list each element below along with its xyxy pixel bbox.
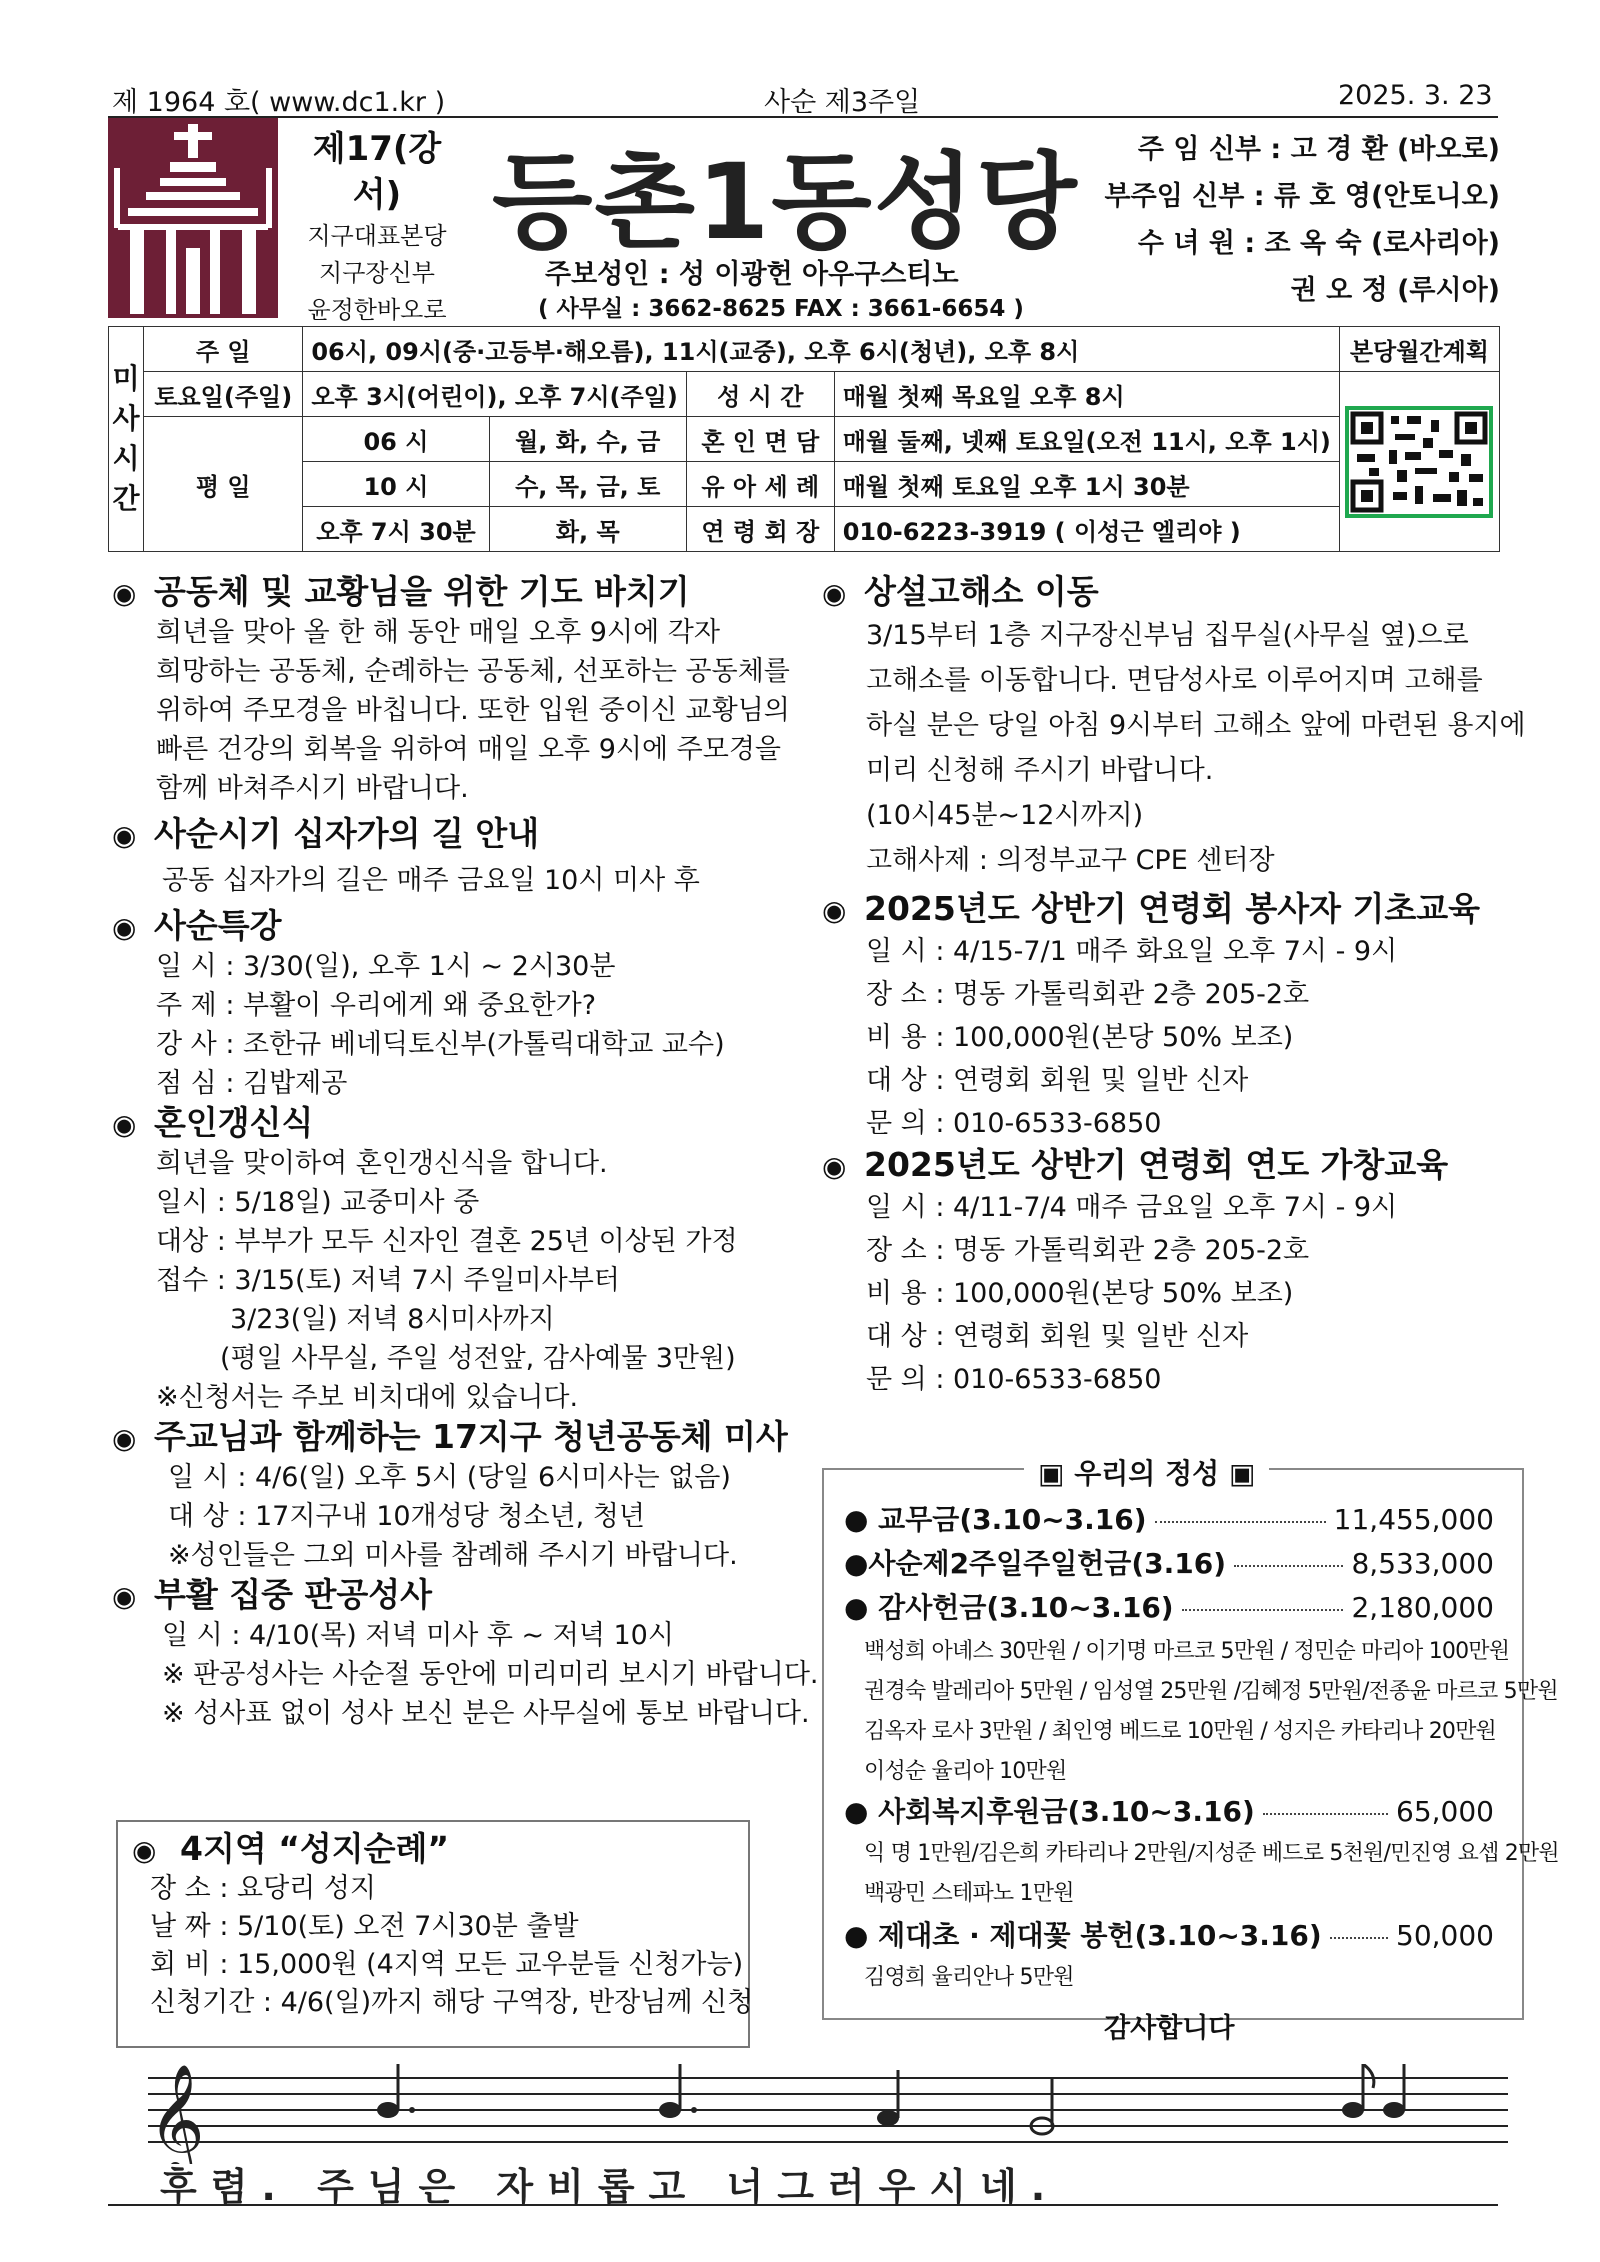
offering-title: ▣ 우리의 정성 ▣ bbox=[1024, 1452, 1269, 1492]
section-heading bbox=[822, 1145, 1502, 1186]
section-heading bbox=[132, 1830, 734, 1870]
district-priest-name: 윤정한바오로 bbox=[307, 296, 447, 324]
text-line: 미리 신청해 주시기 바랍니다. bbox=[866, 755, 1214, 786]
text-line: 대 상 : 연령회 회원 및 일반 신자 bbox=[866, 1065, 1249, 1096]
text-line: 신청기간 : 4/6(일)까지 해당 구역장, 반장님께 신청 bbox=[150, 1987, 754, 2018]
offering-box bbox=[822, 1468, 1559, 2020]
weekday-time: 오후 7시 30분 bbox=[303, 507, 489, 552]
offering-label: ● 감사헌금(3.10~3.16) bbox=[844, 1591, 1174, 1624]
offering-item bbox=[844, 1790, 1494, 1830]
offering-amount: 2,180,000 bbox=[1351, 1591, 1494, 1624]
monthly-plan-label: 본당월간계획 bbox=[1339, 327, 1499, 372]
offering-label: ● 제대초 · 제대꽃 봉헌(3.10~3.16) bbox=[844, 1919, 1322, 1952]
sister-2: 권 오 정 (루시아) bbox=[1290, 275, 1500, 306]
sister-1: 수 녀 원 : 조 옥 숙 (로사리아) bbox=[1137, 228, 1500, 259]
text-line: 대 상 : 연령회 회원 및 일반 신자 bbox=[866, 1321, 1249, 1352]
bullet-icon: ◉ bbox=[822, 1150, 847, 1183]
treble-clef-icon: 𝄞 bbox=[148, 2064, 205, 2164]
donor-note: 이성순 율리아 10만원 bbox=[864, 1759, 1067, 1784]
weekday-time: 06 시 bbox=[303, 417, 489, 462]
offering-amount: 65,000 bbox=[1396, 1795, 1494, 1828]
text-line: 대 상 : 17지구내 10개성당 청소년, 청년 bbox=[168, 1501, 645, 1532]
event-label: 연 령 회 장 bbox=[686, 507, 834, 552]
offering-label: ● 교무금(3.10~3.16) bbox=[844, 1503, 1147, 1536]
text-line: 희망하는 공동체, 순례하는 공동체, 선포하는 공동체를 bbox=[156, 656, 790, 687]
text-line: ※신청서는 주보 비치대에 있습니다. bbox=[156, 1382, 579, 1413]
event-label: 유 아 세 례 bbox=[686, 462, 834, 507]
text-line: 일 시 : 4/10(목) 저녁 미사 후 ~ 저녁 10시 bbox=[162, 1620, 674, 1651]
donor-note: 권경숙 발레리아 5만원 / 임성열 25만원 /김혜정 5만원/전종윤 마르코 5만원 bbox=[864, 1679, 1558, 1704]
text-line: (10시45분~12시까지) bbox=[866, 800, 1144, 831]
text-line: ※ 성사표 없이 성사 보신 분은 사무실에 통보 바랍니다. bbox=[162, 1698, 810, 1729]
text-line: 대상 : 부부가 모두 신자인 결혼 25년 이상된 가정 bbox=[156, 1226, 738, 1257]
section-heading bbox=[112, 906, 802, 947]
issue-number: 제 1964 호( www.dc1.kr ) bbox=[112, 87, 446, 118]
donor-note: 백성희 아녜스 30만원 / 이기명 마르코 5만원 / 정민순 마리아 100만원 bbox=[864, 1639, 1510, 1664]
text-line: 일 시 : 3/30(일), 오후 1시 ~ 2시30분 bbox=[156, 951, 616, 982]
bullet-icon: ◉ bbox=[132, 1834, 157, 1867]
section-heading bbox=[112, 814, 802, 855]
patron-saint: 주보성인 : 성 이광헌 아우구스티노 bbox=[545, 259, 959, 290]
right-column bbox=[822, 572, 1526, 1401]
text-line: 회 비 : 15,000원 (4지역 모든 교우분들 신청가능) bbox=[150, 1949, 744, 1980]
offering-label: ● 사회복지후원금(3.10~3.16) bbox=[844, 1795, 1255, 1828]
offering-label: ●사순제2주일주일헌금(3.16) bbox=[844, 1547, 1227, 1580]
bullet-icon: ◉ bbox=[112, 1108, 137, 1141]
offering-item bbox=[844, 1586, 1494, 1626]
section-title: 혼인갱신식 bbox=[154, 1103, 314, 1142]
section-title: 사순특강 bbox=[154, 906, 282, 945]
text-line: 빠른 건강의 회복을 위하여 매일 오후 9시에 주모경을 bbox=[156, 734, 781, 765]
district-info bbox=[292, 126, 462, 329]
text-line: 주 제 : 부활이 우리에게 왜 중요한가? bbox=[156, 990, 597, 1021]
thanks-text: 감사합니다 bbox=[1104, 2013, 1235, 2044]
clergy-list bbox=[1080, 126, 1500, 314]
district-name: 제17(강서) bbox=[312, 129, 442, 215]
text-line: 비 용 : 100,000원(본당 50% 보조) bbox=[866, 1278, 1294, 1309]
section-heading bbox=[112, 572, 802, 613]
weekday-days: 수, 목, 금, 토 bbox=[489, 462, 686, 507]
district-priest-title: 지구장신부 bbox=[319, 259, 435, 287]
saturday-times: 오후 3시(어린이), 오후 7시(주일) bbox=[303, 372, 686, 417]
text-line: 접수 : 3/15(토) 저녁 7시 주일미사부터 bbox=[156, 1265, 620, 1296]
event-value: 매월 첫째 토요일 오후 1시 30분 bbox=[834, 462, 1339, 507]
donor-note: 백광민 스테파노 1만원 bbox=[864, 1881, 1074, 1906]
issue-date: 2025. 3. 23 bbox=[1338, 80, 1493, 111]
left-column bbox=[112, 572, 819, 1733]
section-heading bbox=[822, 889, 1502, 930]
offering-item bbox=[844, 1498, 1494, 1538]
text-line: 문 의 : 010-6533-6850 bbox=[866, 1108, 1162, 1139]
text-line: 하실 분은 당일 아침 9시부터 고해소 앞에 마련된 용지에 bbox=[866, 710, 1526, 741]
text-line: 문 의 : 010-6533-6850 bbox=[866, 1364, 1162, 1395]
bullet-icon: ◉ bbox=[822, 894, 847, 927]
text-line: 함께 바쳐주시기 바랍니다. bbox=[156, 773, 469, 804]
bullet-icon: ◉ bbox=[112, 1580, 137, 1613]
event-label: 성 시 간 bbox=[686, 372, 834, 417]
event-value: 010-6223-3919 ( 이성근 엘리야 ) bbox=[834, 507, 1339, 552]
text-line: 3/23(일) 저녁 8시미사까지 bbox=[230, 1304, 555, 1335]
bullet-icon: ◉ bbox=[112, 911, 137, 944]
text-line: 일 시 : 4/6(일) 오후 5시 (당일 6시미사는 없음) bbox=[168, 1462, 731, 1493]
sunday-times: 06시, 09시(중·고등부·해오름), 11시(교중), 오후 6시(청년), 오후 8시 bbox=[303, 327, 1340, 372]
saturday-label: 토요일(주일) bbox=[144, 372, 303, 417]
church-logo bbox=[108, 118, 278, 318]
weekday-label: 평 일 bbox=[144, 417, 303, 552]
text-line: 장 소 : 명동 가톨릭회관 2층 205-2호 bbox=[866, 979, 1310, 1010]
section-heading bbox=[112, 1417, 802, 1458]
section-title: 2025년도 상반기 연령회 연도 가창교육 bbox=[864, 1145, 1449, 1184]
section-heading bbox=[112, 1575, 802, 1616]
pilgrimage-box bbox=[116, 1820, 754, 2048]
section-title: 사순시기 십자가의 길 안내 bbox=[154, 814, 540, 853]
text-line: 장 소 : 요당리 성지 bbox=[150, 1873, 377, 1904]
section-title: 주교님과 함께하는 17지구 청년공동체 미사 bbox=[154, 1417, 788, 1456]
bullet-icon: ◉ bbox=[112, 819, 137, 852]
liturgical-week: 사순 제3주일 bbox=[764, 87, 921, 118]
district-role: 지구대표본당 bbox=[307, 222, 447, 250]
section-title: 부활 집중 판공성사 bbox=[154, 1575, 433, 1614]
bottom-divider bbox=[108, 2204, 1498, 2206]
bullet-icon: ◉ bbox=[112, 577, 137, 610]
offering-amount: 8,533,000 bbox=[1351, 1547, 1494, 1580]
text-line: 강 사 : 조한규 베네딕토신부(가톨릭대학교 교수) bbox=[156, 1029, 725, 1060]
text-line: 희년을 맞이하여 혼인갱신식을 합니다. bbox=[156, 1148, 608, 1179]
section-heading bbox=[112, 1103, 802, 1144]
text-line: 날 짜 : 5/10(토) 오전 7시30분 출발 bbox=[150, 1911, 579, 1942]
offering-amount: 11,455,000 bbox=[1333, 1503, 1494, 1536]
text-line: 점 심 : 김밥제공 bbox=[156, 1068, 348, 1099]
section-heading bbox=[822, 572, 1502, 613]
section-title: 공동체 및 교황님을 위한 기도 바치기 bbox=[154, 572, 690, 611]
donor-note: 김영희 율리안나 5만원 bbox=[864, 1965, 1074, 1990]
text-line: 일 시 : 4/11-7/4 매주 금요일 오후 7시 - 9시 bbox=[866, 1192, 1398, 1223]
sunday-label: 주 일 bbox=[144, 327, 303, 372]
pastor: 주 임 신부 : 고 경 환 (바오로) bbox=[1137, 134, 1500, 165]
weekday-days: 화, 목 bbox=[489, 507, 686, 552]
section-title: 2025년도 상반기 연령회 봉사자 기초교육 bbox=[864, 889, 1480, 928]
donor-note: 김옥자 로사 3만원 / 최인영 베드로 10만원 / 성지은 카타리나 20만원 bbox=[864, 1719, 1496, 1744]
text-line: 장 소 : 명동 가톨릭회관 2층 205-2호 bbox=[866, 1235, 1310, 1266]
office-contact: ( 사무실 : 3662-8625 FAX : 3661-6654 ) bbox=[538, 296, 1024, 322]
offering-amount: 50,000 bbox=[1396, 1919, 1494, 1952]
qr-cell bbox=[1339, 372, 1499, 552]
text-line: 공동 십자가의 길은 매주 금요일 10시 미사 후 bbox=[162, 865, 700, 896]
event-label: 혼 인 면 담 bbox=[686, 417, 834, 462]
qr-code-icon[interactable] bbox=[1345, 406, 1493, 518]
text-line: 위하여 주모경을 바칩니다. 또한 입원 중이신 교황님의 bbox=[156, 695, 790, 726]
bullet-icon: ◉ bbox=[112, 1422, 137, 1455]
text-line: ※성인들은 그외 미사를 참례해 주시기 바랍니다. bbox=[168, 1540, 738, 1571]
associate-pastor: 부주임 신부 : 류 호 영(안토니오) bbox=[1104, 181, 1500, 212]
text-line: 희년을 맞아 올 한 해 동안 매일 오후 9시에 각자 bbox=[156, 617, 720, 648]
text-line: 고해사제 : 의정부교구 CPE 센터장 bbox=[866, 845, 1275, 876]
bullet-icon: ◉ bbox=[822, 577, 847, 610]
weekday-time: 10 시 bbox=[303, 462, 489, 507]
section-title: 4지역 “성지순례” bbox=[180, 1829, 450, 1868]
lyric-line: 후렴. 주님은 자비롭고 너그러우시네. bbox=[160, 2165, 1060, 2209]
text-line: 고해소를 이동합니다. 면담성사로 이루어지며 고해를 bbox=[866, 665, 1483, 696]
offering-item bbox=[844, 1914, 1494, 1954]
weekday-days: 월, 화, 수, 금 bbox=[489, 417, 686, 462]
event-value: 매월 첫째 목요일 오후 8시 bbox=[834, 372, 1339, 417]
church-title: 등촌1동성당 bbox=[492, 141, 1079, 263]
mass-schedule-table bbox=[108, 326, 1500, 552]
text-line: 일 시 : 4/15-7/1 매주 화요일 오후 7시 - 9시 bbox=[866, 936, 1398, 967]
event-value: 매월 둘째, 넷째 토요일(오전 11시, 오후 1시) bbox=[834, 417, 1339, 462]
text-line: 비 용 : 100,000원(본당 50% 보조) bbox=[866, 1022, 1294, 1053]
mass-time-label: 미 사 시 간 bbox=[109, 327, 144, 552]
text-line: ※ 판공성사는 사순절 동안에 미리미리 보시기 바랍니다. bbox=[162, 1659, 819, 1690]
offering-item bbox=[844, 1542, 1494, 1582]
text-line: 일시 : 5/18일) 교중미사 중 bbox=[156, 1187, 480, 1218]
text-line: 3/15부터 1층 지구장신부님 집무실(사무실 옆)으로 bbox=[866, 620, 1469, 651]
text-line: (평일 사무실, 주일 성전앞, 감사예물 3만원) bbox=[220, 1343, 736, 1374]
issue-line bbox=[108, 76, 1498, 118]
section-title: 상설고해소 이동 bbox=[864, 572, 1099, 611]
donor-note: 익 명 1만원/김은희 카타리나 2만원/지성준 베드로 5천원/민진영 요셉 2만원 bbox=[864, 1841, 1559, 1866]
